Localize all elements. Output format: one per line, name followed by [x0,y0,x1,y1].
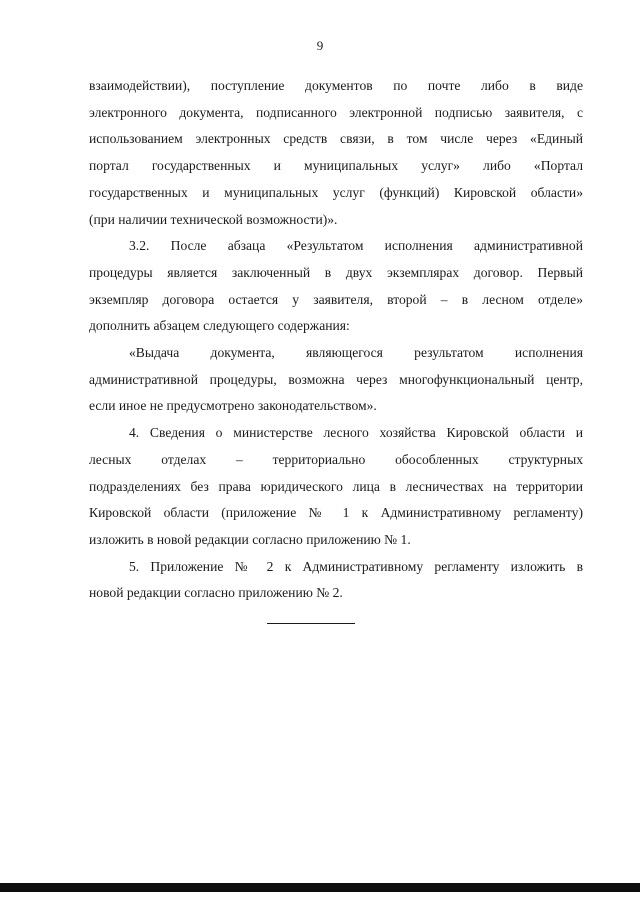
scan-bottom-border [0,883,640,892]
text-line: электронного документа, подписанного электронной подписью заявителя, с [89,104,583,120]
text-line: экземпляр договора остается у заявителя, второй – в лесном отделе» [89,291,583,307]
paragraph-5 [89,554,583,607]
text-line: дополнить абзацем следующего содержания: [89,318,350,334]
paragraph-continuation [89,73,583,233]
paragraph-3-2 [89,233,583,340]
text-line: использованием электронных средств связи, в том числе через «Единый [89,131,583,147]
text-line: 5. Приложение № 2 к Административному регламенту изложить в [129,558,583,574]
document-body [89,73,583,607]
paragraph-4 [89,420,583,554]
text-line: если иное не предусмотрено законодательством». [89,398,377,414]
text-line: государственных и муниципальных услуг (функций) Кировской области» [89,184,583,200]
end-separator-line [267,623,355,624]
text-line: портал государственных и муниципальных услуг» либо «Портал [89,158,583,174]
text-line: 4. Сведения о министерстве лесного хозяйства Кировской области и [129,425,583,441]
text-line: «Выдача документа, являющегося результатом исполнения [129,345,583,361]
text-line: административной процедуры, возможна через многофункциональный центр, [89,371,583,387]
text-line: изложить в новой редакции согласно приложению № 1. [89,531,411,547]
text-line: подразделениях без права юридического лица в лесничествах на территории [89,478,583,494]
text-line: процедуры является заключенный в двух экземплярах договор. Первый [89,264,583,280]
page-number: 9 [316,38,324,53]
text-line: (при наличии технической возможности)». [89,211,338,227]
text-line: 3.2. После абзаца «Результатом исполнения административной [129,238,583,254]
text-line: Кировской области (приложение № 1 к Административному регламенту) [89,505,583,521]
text-line: новой редакции согласно приложению № 2. [89,585,343,601]
paragraph-quote [89,340,583,420]
text-line: лесных отделах – территориально обособленных структурных [89,451,583,467]
text-line: взаимодействии), поступление документов по почте либо в виде [89,78,583,93]
